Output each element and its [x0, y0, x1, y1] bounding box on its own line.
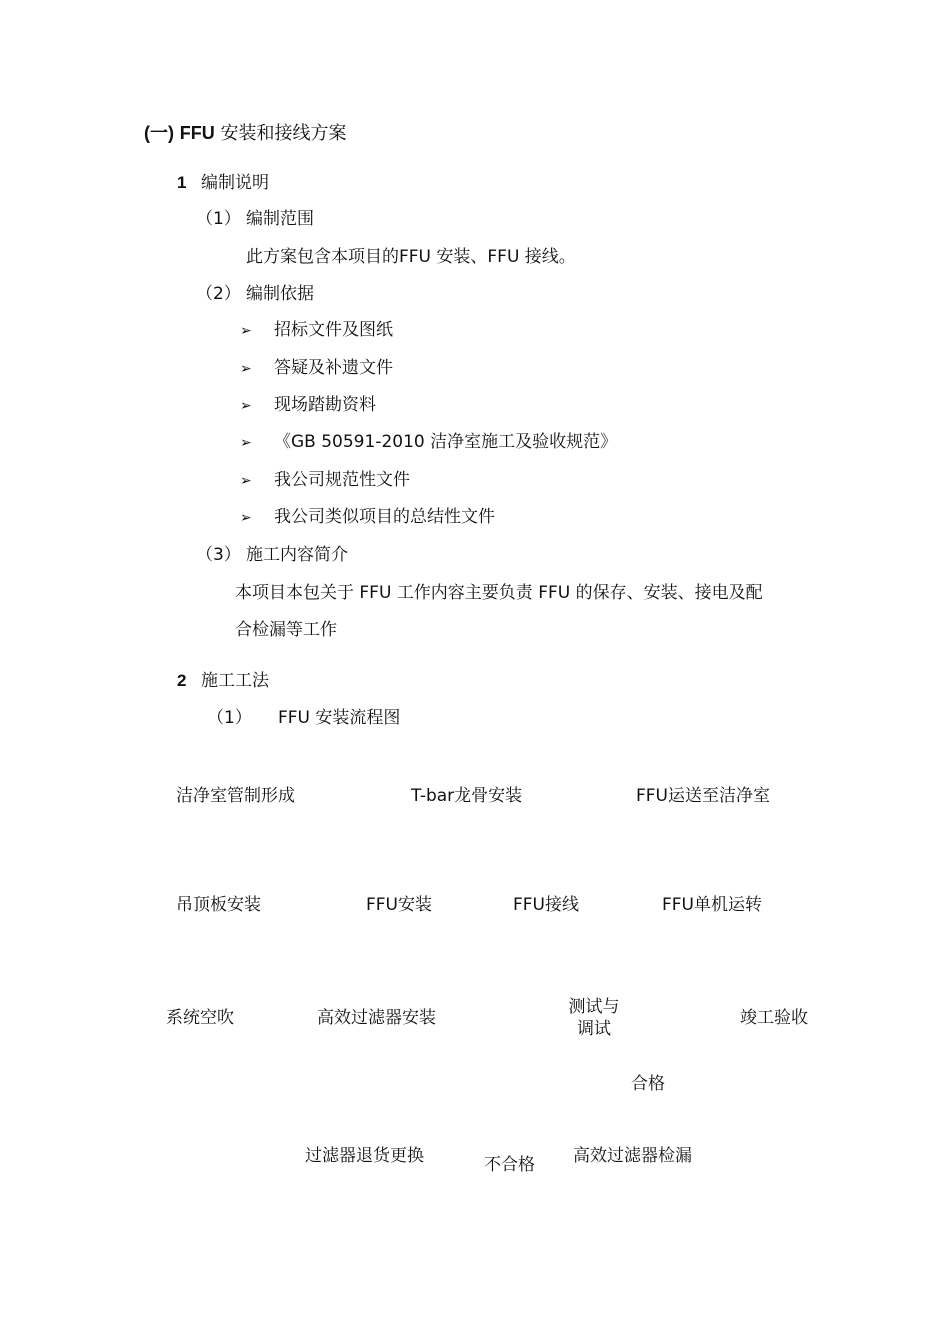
flow-step-ffu-install: FFU安装	[366, 895, 432, 915]
flow-label-fail: 不合格	[484, 1155, 535, 1175]
list-item-label: 现场踏勘资料	[274, 395, 376, 415]
arrowhead-bullet-icon: ➢	[240, 473, 252, 489]
arrowhead-bullet-icon: ➢	[240, 398, 252, 414]
part2-heading	[177, 672, 269, 690]
list-item-label: 答疑及补遗文件	[274, 358, 393, 378]
part2-sub1-title: FFU 安装流程图	[278, 708, 401, 728]
part1-sub3-number: （3）	[196, 545, 241, 565]
part1-sub2-title: 编制依据	[246, 284, 314, 304]
list-item	[240, 434, 617, 451]
list-item	[240, 397, 376, 414]
part2-sub1-heading	[207, 710, 400, 727]
arrowhead-bullet-icon: ➢	[240, 510, 252, 526]
part1-sub3-title: 施工内容简介	[246, 545, 348, 565]
flow-step-system-blow: 系统空吹	[166, 1008, 234, 1028]
part1-sub3-body-line1: 本项目本包关于 FFU 工作内容主要负责 FFU 的保存、安装、接电及配	[235, 583, 763, 603]
flow-step-hepa-install: 高效过滤器安装	[317, 1008, 436, 1028]
section-heading	[144, 124, 346, 143]
section-ffu: FFU	[179, 123, 215, 143]
flow-step-ffu-wiring: FFU接线	[513, 895, 579, 915]
flow-label-pass: 合格	[631, 1074, 665, 1094]
list-item	[240, 360, 393, 377]
list-item	[240, 509, 495, 526]
part1-sub1-heading	[196, 211, 314, 228]
part1-sub1-body: 此方案包含本项目的FFU 安装、FFU 接线。	[246, 247, 576, 267]
part1-sub1-title: 编制范围	[246, 209, 314, 229]
flow-step-test-and-commission	[552, 996, 636, 1040]
list-item	[240, 322, 393, 339]
part2-title: 施工工法	[201, 671, 269, 691]
arrowhead-bullet-icon: ➢	[240, 435, 252, 451]
flow-step-ceiling-panel-install: 吊顶板安装	[176, 895, 261, 915]
part1-sub3-heading	[196, 547, 348, 564]
list-item-label: 招标文件及图纸	[274, 320, 393, 340]
part1-number: 1	[177, 173, 187, 192]
part1-sub1-number: （1）	[196, 209, 241, 229]
part1-title: 编制说明	[201, 173, 269, 193]
flow-step-tbar-install: T-bar龙骨安装	[411, 786, 523, 806]
list-item-label: 我公司规范性文件	[274, 470, 410, 490]
flow-step-test-line1: 测试与	[568, 997, 620, 1017]
flow-step-completion-acceptance: 竣工验收	[740, 1008, 808, 1028]
list-item	[240, 472, 410, 489]
flow-step-cleanroom-control: 洁净室管制形成	[176, 786, 295, 806]
flow-step-hepa-leak-test: 高效过滤器检漏	[573, 1146, 692, 1166]
section-prefix: (一)	[144, 123, 174, 143]
part1-sub2-number: （2）	[196, 284, 241, 304]
list-item-label: 《GB 50591-2010 洁净室施工及验收规范》	[274, 432, 618, 452]
flow-step-test-line2: 调试	[577, 1019, 611, 1039]
part1-sub3-body-line2: 合检漏等工作	[235, 620, 337, 640]
part2-number: 2	[177, 671, 187, 690]
arrowhead-bullet-icon: ➢	[240, 361, 252, 377]
list-item-label: 我公司类似项目的总结性文件	[274, 507, 495, 527]
flow-step-ffu-delivery: FFU运送至洁净室	[636, 786, 770, 806]
part2-sub1-number: （1）	[207, 708, 252, 728]
part1-heading	[177, 174, 269, 192]
part1-sub2-heading	[196, 286, 314, 303]
flow-step-filter-return-replace: 过滤器退货更换	[305, 1146, 424, 1166]
section-title: 安装和接线方案	[220, 123, 347, 144]
arrowhead-bullet-icon: ➢	[240, 323, 252, 339]
flow-step-ffu-single-run: FFU单机运转	[662, 895, 762, 915]
